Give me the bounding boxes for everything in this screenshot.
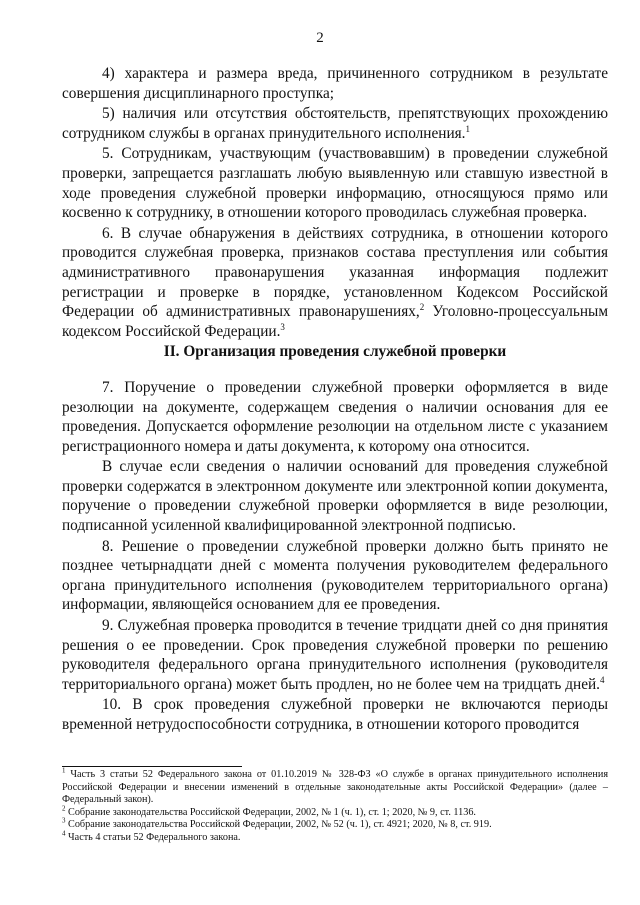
- footnote-divider: [62, 766, 242, 767]
- footnote-item: [62, 816, 608, 832]
- paragraph-7: [62, 378, 608, 456]
- document-body: [62, 64, 608, 735]
- paragraph-5: [62, 144, 608, 222]
- paragraph-7-electronic: [62, 457, 608, 535]
- paragraph-item-5: [62, 104, 608, 143]
- paragraph-item-4: [62, 64, 608, 103]
- paragraph-text: 5) наличия или отсутствия обстоятельств, препятствующих прохождению сотрудником службы в органах принудительного исполнения.: [62, 105, 608, 142]
- paragraph-text: 5. Сотрудникам, участвующим (участвовавшим) в проведении служебной проверки, запрещается разглашать любую выявленную или ставшую известной в ходе проведения служебной проверки информацию, относящуюся прямо или косвенно к сотруднику, в отношении которого проводилась служебная проверка.: [62, 145, 608, 222]
- footnote-number: 4: [62, 829, 66, 838]
- paragraph-text: 6. В случае обнаружения в действиях сотрудника, в отношении которого проводится служебная проверка, признаков состава преступления или события административного правонарушения указанная информация подлежит регистрации и проверке в порядке, установленном Кодексом Российской Федерации об административных правонарушениях,: [62, 224, 608, 321]
- paragraph-8: [62, 537, 608, 615]
- footnote-number: 1: [62, 766, 66, 775]
- paragraph-text: 8. Решение о проведении служебной проверки должно быть принято не позднее четырнадцати дней с момента получения руководителем федерального органа принудительного исполнения (руководителем территориального органа) информации, являющейся основанием для ее проведения.: [62, 537, 608, 614]
- paragraph-text: 7. Поручение о проведении служебной проверки оформляется в виде резолюции на документе, содержащем сведения о наличии основания для ее проведения. Допускается оформление резолюции на отдельном листе с указанием регистрационного номера и даты документа, к которому она относится.: [62, 378, 608, 455]
- footnote-number: 2: [62, 804, 66, 813]
- paragraph-text: 4) характера и размера вреда, причиненного сотрудником в результате совершения дисциплинарного проступка;: [62, 65, 608, 102]
- paragraph-9: [62, 616, 608, 694]
- paragraph-text: Уголовно-процессуальным кодексом Российской Федерации.: [62, 303, 608, 340]
- footnote-text: Собрание законодательства Российской Федерации, 2002, № 1 (ч. 1), ст. 1; 2020, № 9, ст. 1136.: [68, 806, 476, 818]
- paragraph-text: В случае если сведения о наличии оснований для проведения служебной проверки содержатся в электронном документе или электронной копии документа, поручение о проведении служебной проверки оформляется в виде резолюции, подписанной усиленной квалифицированной электронной подписью.: [62, 458, 608, 535]
- footnote-ref: 4: [600, 674, 605, 685]
- footnote-item: [62, 829, 608, 845]
- paragraph-text: 9. Служебная проверка проводится в течение тридцати дней со дня принятия решения о ее проведении. Срок проведения служебной проверки по решению руководителя федерального органа принудительного исполнения (руководителя территориального органа) может быть продлен, но не более чем на тридцать дней.: [62, 617, 608, 693]
- footnote-ref: 2: [419, 302, 425, 313]
- footnote-text: Часть 4 статьи 52 Федерального закона.: [68, 831, 241, 843]
- section-heading: II. Организация проведения служебной проверки: [163, 343, 507, 361]
- footnote-number: 3: [62, 816, 66, 825]
- footnote-item: [62, 766, 609, 807]
- footnote-item: [62, 804, 608, 820]
- footnote-ref: 1: [465, 123, 470, 134]
- paragraph-10: [62, 695, 608, 734]
- footnote-ref: 3: [280, 321, 285, 332]
- page-number: 2: [316, 30, 324, 46]
- footnote-text: Собрание законодательства Российской Федерации, 2002, № 52 (ч. 1), ст. 4921; 2020, № 8, ст. 919.: [68, 819, 492, 831]
- footnotes: [62, 766, 609, 845]
- footnote-text: Часть 3 статьи 52 Федерального закона от 01.10.2019 № 328-ФЗ «О службе в органах принудительного исполнения Российской Федерации и внесении изменений в отдельные законодательные акты Российской Федерации» (далее – Федеральный закон).: [62, 769, 609, 806]
- paragraph-text: 10. В срок проведения служебной проверки не включаются периоды временной нетрудоспособности сотрудника, в отношении которого проводится: [62, 696, 608, 733]
- paragraph-6: [62, 224, 608, 342]
